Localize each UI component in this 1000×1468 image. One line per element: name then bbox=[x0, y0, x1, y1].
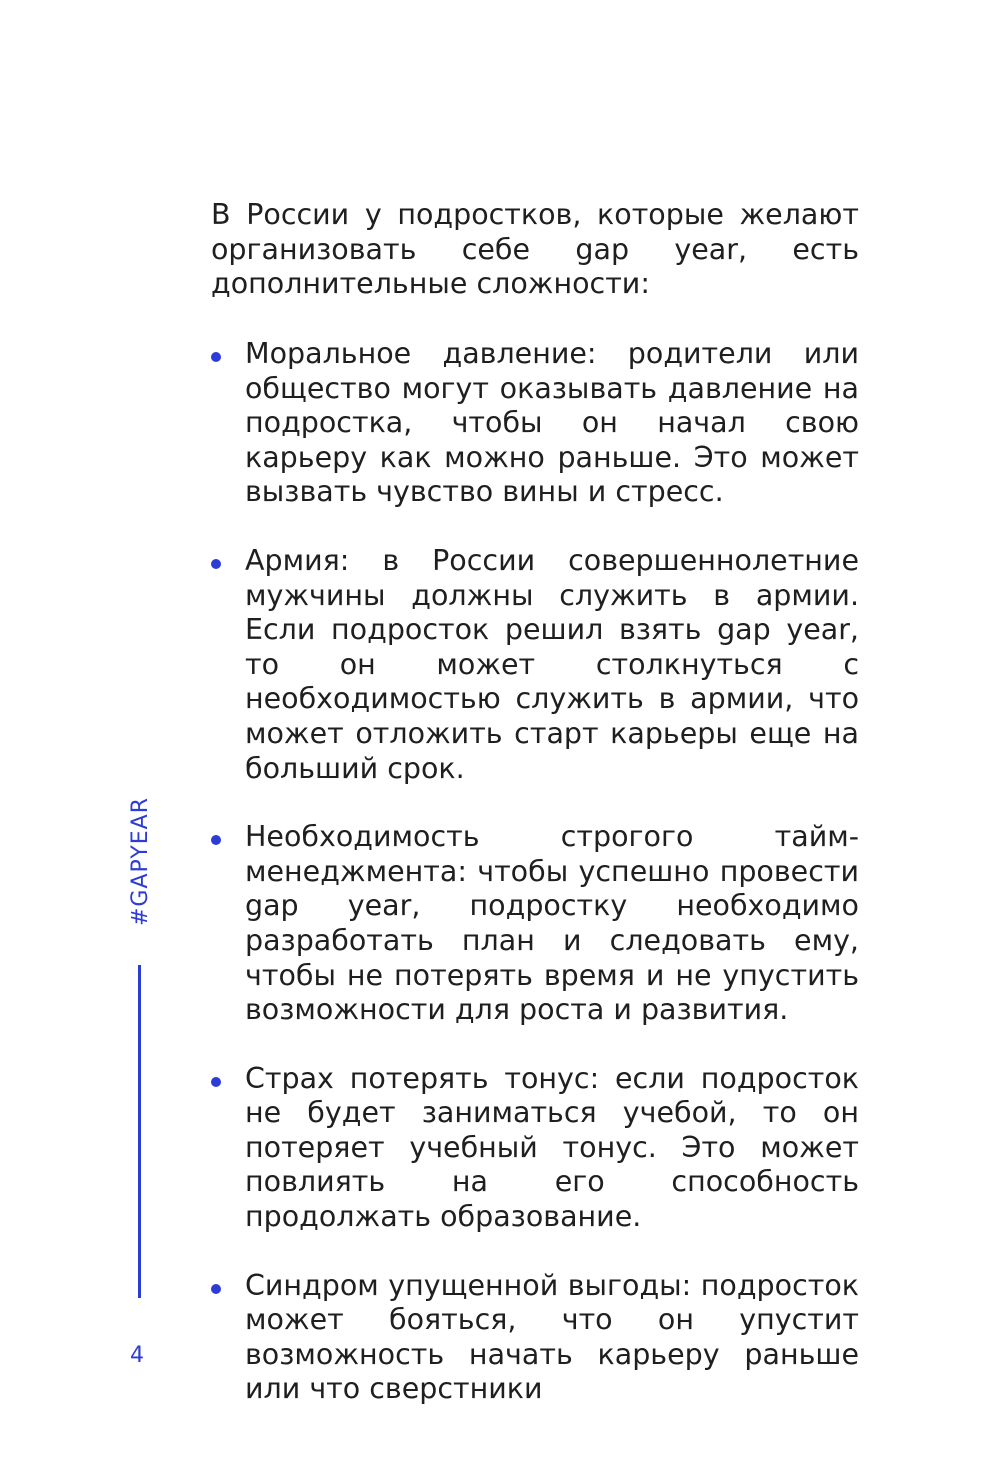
list-item-text: Синдром упущенной выгоды: подросток может бояться, что он упустит возможность начать карьеру раньше или что сверстники bbox=[245, 1268, 859, 1406]
bullet-icon bbox=[211, 559, 221, 569]
page-number: 4 bbox=[130, 1343, 144, 1368]
list-item-text: Моральное давление: родители или общество могут оказывать давление на подростка, чтобы он начал свою карьеру как можно раньше. Это может вызвать чувство вины и стресс. bbox=[245, 337, 859, 509]
side-hashtag: #GAPYEAR bbox=[128, 797, 153, 927]
list-item bbox=[211, 1062, 859, 1235]
list-item-text: Армия: в России совершеннолетние мужчины должны служить в армии. Если подросток решил взять gap year, то он может столкнуться с необходимостью служить в армии, что может отложить старт карьеры еще на больший срок. bbox=[245, 543, 859, 785]
side-divider-line bbox=[138, 965, 141, 1298]
list-item bbox=[211, 1269, 859, 1407]
list-item-text: Страх потерять тонус: если подросток не будет заниматься учебой, то он потеряет учебный тонус. Это может повлиять на его способность продолжать образование. bbox=[245, 1061, 859, 1234]
list-item bbox=[211, 820, 859, 1028]
intro-paragraph: В России у подростков, которые желают организовать себе gap year, есть дополнительные сложности: bbox=[211, 198, 859, 301]
list-item bbox=[211, 337, 859, 510]
bullet-icon bbox=[211, 1284, 221, 1294]
list-item bbox=[211, 544, 859, 786]
bullet-list bbox=[211, 337, 859, 1441]
bullet-icon bbox=[211, 835, 221, 845]
bullet-icon bbox=[211, 1077, 221, 1087]
bullet-icon bbox=[211, 352, 221, 362]
list-item-text: Необходимость строгого тайм-менеджмента: чтобы успешно провести gap year, подростку необходимо разработать план и следовать ему, чтобы не потерять время и не упустить возможности для роста и развития. bbox=[245, 820, 859, 1027]
